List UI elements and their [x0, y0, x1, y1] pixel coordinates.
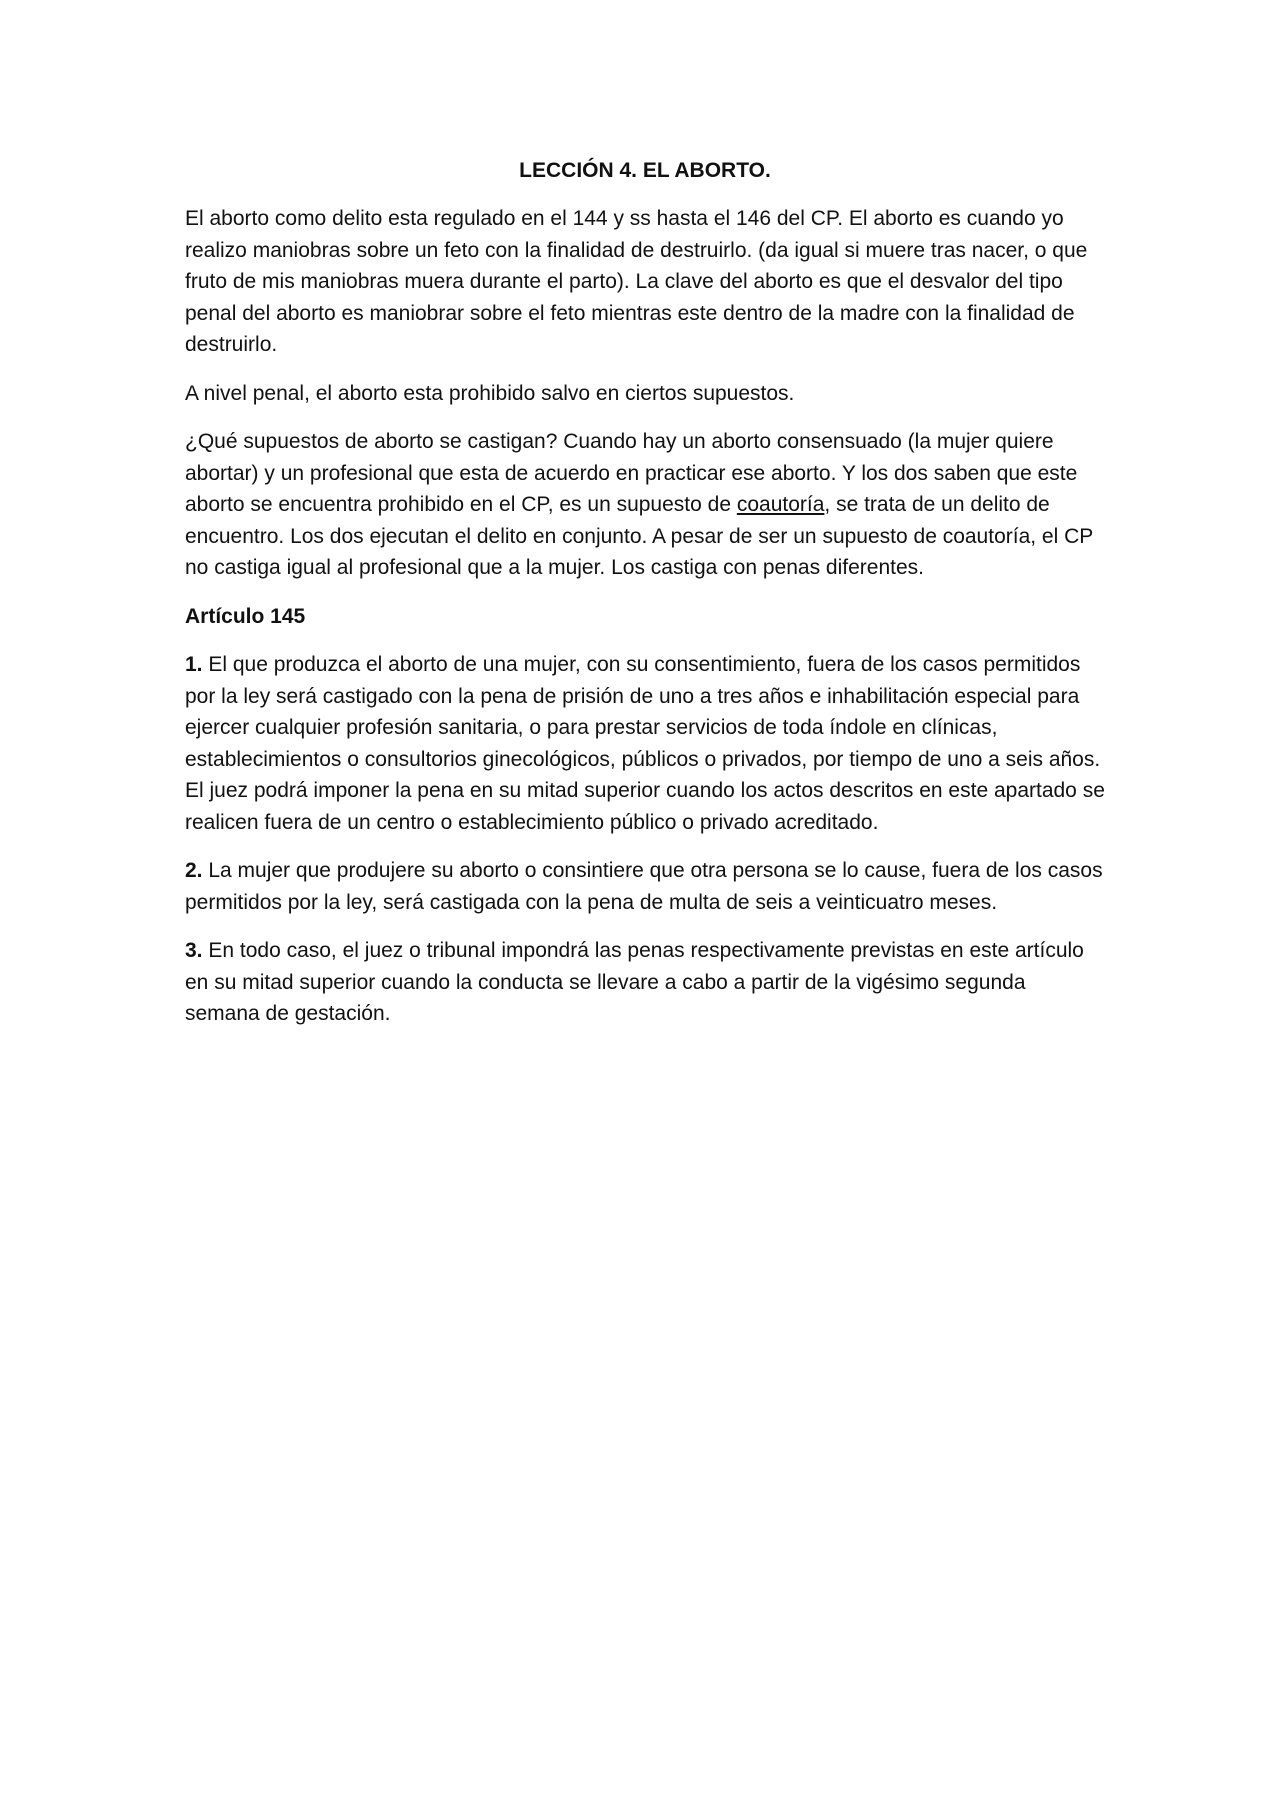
- document-body: [185, 155, 1105, 1047]
- article-item-1: [185, 649, 1105, 838]
- item-number: 1.: [185, 653, 203, 676]
- article-item-2: [185, 855, 1105, 918]
- coautoria-term: coautoría: [736, 493, 825, 516]
- paragraph-definition: El aborto como delito esta regulado en el 144 y ss hasta el 146 del CP. El aborto es cuando yo realizo maniobras sobre un feto con la finalidad de destruirlo. (da igual si muere tras nacer, o que fruto de mis maniobras muera durante el parto). La clave del aborto es que el desvalor del tipo penal del aborto es maniobrar sobre el feto mientras este dentro de la madre con la finalidad de destruirlo.: [185, 207, 1088, 356]
- paragraph-text-end: , se trata de un delito de encuentro. Los dos ejecutan el delito en conjunto. A pesar de ser un supuesto de coautoría, el CP no castiga igual al profesional que a la mujer. Los castiga con penas diferentes.: [185, 493, 1093, 579]
- article-item-3: [185, 935, 1105, 1030]
- paragraph-text-start: ¿Qué supuestos de aborto se castigan? Cuando hay un aborto consensuado (la mujer quiere abortar) y un profesional que esta de acuerdo en practicar ese aborto. Y los dos saben que este aborto se encuentra prohibido en el CP, es un supuesto de: [185, 430, 1078, 516]
- item-text: El que produzca el aborto de una mujer, con su consentimiento, fuera de los casos permitidos por la ley será castigado con la pena de prisión de uno a tres años e inhabilitación especial para ejercer cualquier profesión sanitaria, o para prestar servicios de toda índole en clínicas, establecimientos o consultorios ginecológicos, públicos o privados, por tiempo de uno a seis años. El juez podrá imponer la pena en su mitad superior cuando los actos descritos en este apartado se realicen fuera de un centro o establecimiento público o privado acreditado.: [185, 653, 1105, 834]
- paragraph-prohibition: A nivel penal, el aborto esta prohibido salvo en ciertos supuestos.: [185, 381, 795, 405]
- paragraph-coauthorship: [185, 426, 1105, 584]
- item-number: 3.: [185, 939, 203, 962]
- item-text: En todo caso, el juez o tribunal impondrá las penas respectivamente previstas en este artículo en su mitad superior cuando la conducta se llevare a cabo a partir de la vigésimo segunda semana de gestación.: [185, 939, 1084, 1025]
- item-text: La mujer que produjere su aborto o consintiere que otra persona se lo cause, fuera de los casos permitidos por la ley, será castigada con la pena de multa de seis a veinticuatro meses.: [185, 859, 1103, 914]
- item-number: 2.: [185, 859, 203, 882]
- article-heading: Artículo 145: [185, 604, 306, 628]
- document-title: LECCIÓN 4. EL ABORTO.: [519, 159, 771, 182]
